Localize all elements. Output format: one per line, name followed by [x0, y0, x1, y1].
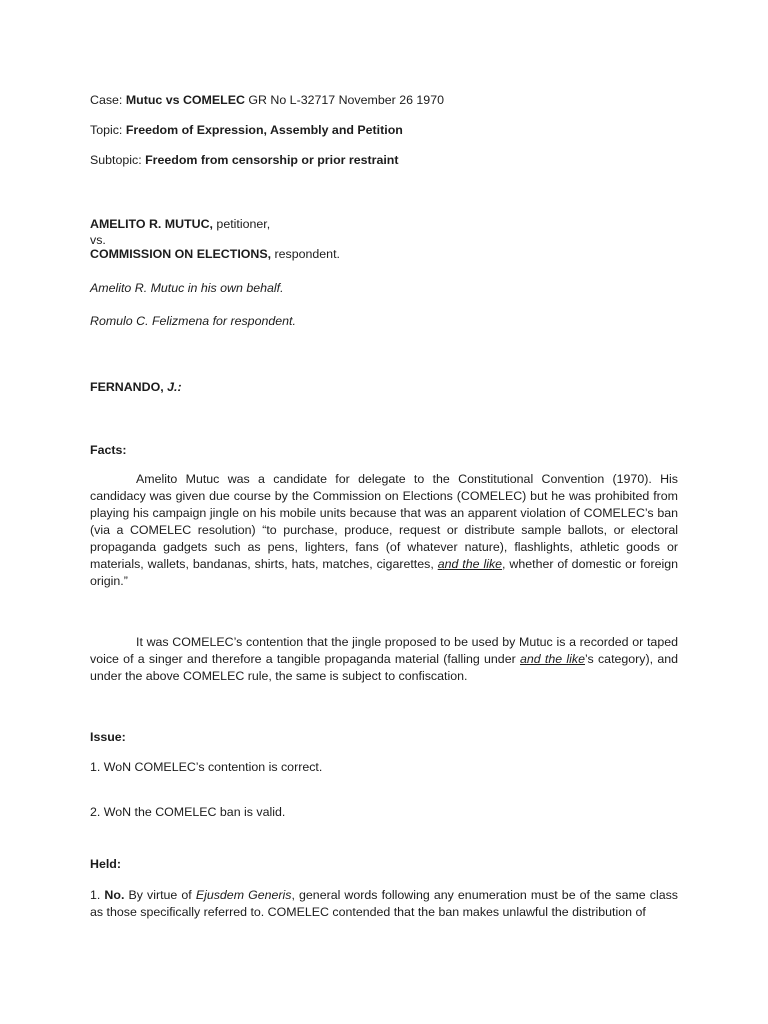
facts-heading: Facts:: [90, 443, 127, 457]
topic-label: Topic:: [90, 123, 126, 137]
issue-item-2: 2. WoN the COMELEC ban is valid.: [90, 805, 286, 819]
held-answer: No.: [104, 888, 125, 902]
respondent-line: [90, 246, 340, 263]
subtopic-line: [90, 152, 398, 169]
case-title: Mutuc vs COMELEC: [125, 93, 245, 107]
issue-item-1: 1. WoN COMELEC’s contention is correct.: [90, 760, 323, 774]
petitioner-name: AMELITO R. MUTUC,: [90, 217, 213, 231]
ponente-name: FERNANDO, J.:: [90, 380, 182, 394]
issue-heading: Issue:: [90, 730, 126, 744]
counsel-petitioner: Amelito R. Mutuc in his own behalf.: [90, 281, 284, 295]
petitioner-role: petitioner,: [212, 217, 271, 231]
topic-value: Freedom of Expression, Assembly and Petition: [125, 123, 403, 137]
ponente-title: J.:: [167, 380, 182, 394]
case-number-date: GR No L-32717 November 26 1970: [244, 93, 444, 107]
facts-paragraph-1: Amelito Mutuc was a candidate for delegate to the Constitutional Convention (1970). His candidacy was given due course by the Commission on Elections (COMELEC) but he was prohibited from playing his campaign jingle on his mobile units because that was an apparent violation of COMELEC’s ban (via a COMELEC resolution) “to purchase, produce, request or distribute sample ballots, or electoral propaganda gadgets such as pens, lighters, fans (of whatever nature), flashlights, athletic goods or materials, wallets, bandanas, shirts, hats, matches, cigarettes, and the like, whether of domestic or foreign origin.”: [90, 472, 679, 588]
respondent-role: respondent.: [271, 247, 340, 261]
versus-line: vs.: [90, 233, 106, 247]
emphasis-and-the-like: and the like: [519, 652, 585, 666]
respondent-name: COMMISSION ON ELECTIONS,: [90, 247, 272, 261]
ponente-line: [90, 379, 182, 396]
held-heading: Held:: [90, 857, 121, 871]
emphasis-and-the-like: and the like: [437, 557, 503, 571]
held-paragraph-1: 1. No. By virtue of Ejusdem Generis, general words following any enumeration must be of the same class as those specifically referred to. COMELEC contended that the ban makes unlawful the distribution of: [90, 888, 678, 919]
topic-line: [90, 122, 403, 139]
emphasis-ejusdem-generis: Ejusdem Generis: [195, 888, 292, 902]
case-label: Case:: [90, 93, 126, 107]
subtopic-label: Subtopic:: [90, 153, 146, 167]
counsel-respondent: Romulo C. Felizmena for respondent.: [90, 314, 296, 328]
petitioner-line: [90, 216, 270, 233]
subtopic-value: Freedom from censorship or prior restraint: [145, 153, 399, 167]
facts-paragraph-2: It was COMELEC’s contention that the jingle proposed to be used by Mutuc is a recorded or taped voice of a singer and therefore a tangible propaganda material (falling under and the like’s category), and under the above COMELEC rule, the same is subject to confiscation.: [90, 635, 679, 683]
case-line: [90, 92, 444, 109]
